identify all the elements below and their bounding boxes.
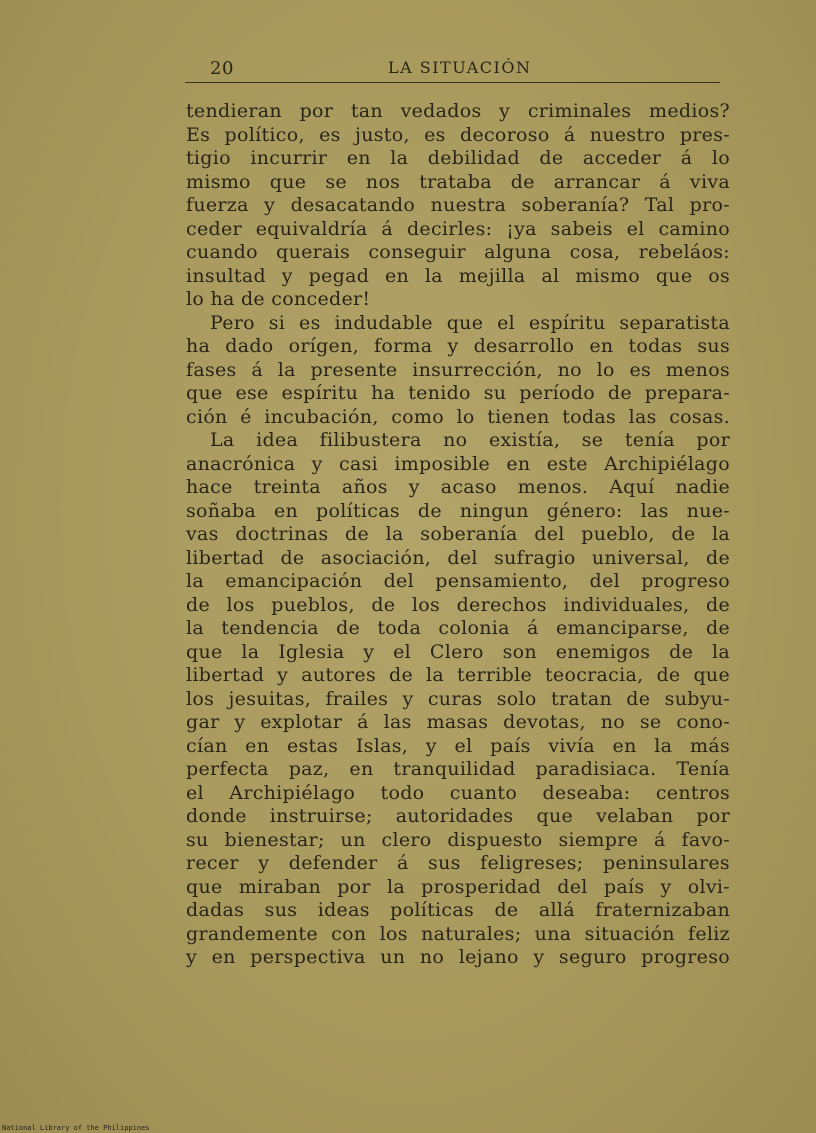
text-line: recer y defender á sus feligreses; peninsulares bbox=[186, 852, 730, 874]
text-line: libertad de asociación, del sufragio universal, de bbox=[186, 546, 730, 569]
text-line: ha dado orígen, forma y desarrollo en todas sus bbox=[186, 335, 730, 357]
text-line: que miraban por la prosperidad del país y olvi- bbox=[186, 875, 730, 898]
text-line: fuerza y desacatando nuestra soberanía? Tal pro- bbox=[186, 194, 730, 216]
text-line: la emancipación del pensamiento, del progreso bbox=[186, 570, 730, 592]
text-line: insultad y pegad en la mejilla al mismo que os bbox=[186, 264, 730, 287]
text-line: anacrónica y casi imposible en este Archipiélago bbox=[186, 452, 730, 475]
text-line: hace treinta años y acaso menos. Aquí nadie bbox=[186, 476, 730, 498]
text-line: ción é incubación, como lo tienen todas las cosas. bbox=[186, 405, 730, 428]
text-line: dadas sus ideas políticas de allá fraternizaban bbox=[186, 899, 730, 921]
text-line: libertad y autores de la terrible teocracia, de que bbox=[186, 664, 730, 686]
text-line: perfecta paz, en tranquilidad paradisiaca. Tenía bbox=[186, 758, 730, 780]
library-credit: National Library of the Philippines bbox=[2, 1124, 150, 1132]
header-rule bbox=[185, 82, 720, 83]
text-line: tigio incurrir en la debilidad de acceder á lo bbox=[186, 147, 730, 169]
page-number: 20 bbox=[210, 58, 234, 79]
text-line: La idea filibustera no existía, se tenía por bbox=[210, 429, 730, 451]
text-line: soñaba en políticas de ningun género: las nue- bbox=[186, 499, 730, 522]
text-line: Es político, es justo, es decoroso á nuestro pres- bbox=[186, 123, 730, 146]
running-title: LA SITUACIÓN bbox=[388, 58, 532, 77]
text-line: Pero si es indudable que el espíritu separatista bbox=[210, 311, 730, 334]
text-line: los jesuitas, frailes y curas solo tratan de subyu- bbox=[186, 687, 730, 710]
text-line: el Archipiélago todo cuanto deseaba: centros bbox=[186, 781, 730, 804]
text-line: la tendencia de toda colonia á emanciparse, de bbox=[186, 617, 730, 639]
text-line: que la Iglesia y el Clero son enemigos de la bbox=[186, 640, 730, 663]
text-line: tendieran por tan vedados y criminales medios? bbox=[186, 100, 730, 122]
text-line: lo ha de conceder! bbox=[186, 288, 371, 310]
text-line: su bienestar; un clero dispuesto siempre á favo- bbox=[186, 828, 730, 851]
text-line: grandemente con los naturales; una situación feliz bbox=[186, 922, 730, 945]
text-line: cuando querais conseguir alguna cosa, rebeláos: bbox=[186, 241, 730, 263]
text-line: vas doctrinas de la soberanía del pueblo, de la bbox=[186, 523, 730, 545]
text-line: mismo que se nos trataba de arrancar á viva bbox=[186, 170, 730, 193]
text-line: y en perspectiva un no lejano y seguro progreso bbox=[186, 946, 730, 968]
text-line: ceder equivaldría á decirles: ¡ya sabeis el camino bbox=[186, 217, 730, 240]
text-line: fases á la presente insurrección, no lo es menos bbox=[186, 358, 730, 381]
text-line: cían en estas Islas, y el país vivía en la más bbox=[186, 734, 730, 757]
text-line: que ese espíritu ha tenido su período de prepara- bbox=[186, 382, 730, 404]
body-text bbox=[186, 100, 730, 970]
page-header bbox=[185, 56, 730, 86]
text-line: gar y explotar á las masas devotas, no se cono- bbox=[186, 711, 730, 733]
text-line: de los pueblos, de los derechos individuales, de bbox=[186, 593, 730, 616]
text-line: donde instruirse; autoridades que velaban por bbox=[186, 805, 730, 827]
